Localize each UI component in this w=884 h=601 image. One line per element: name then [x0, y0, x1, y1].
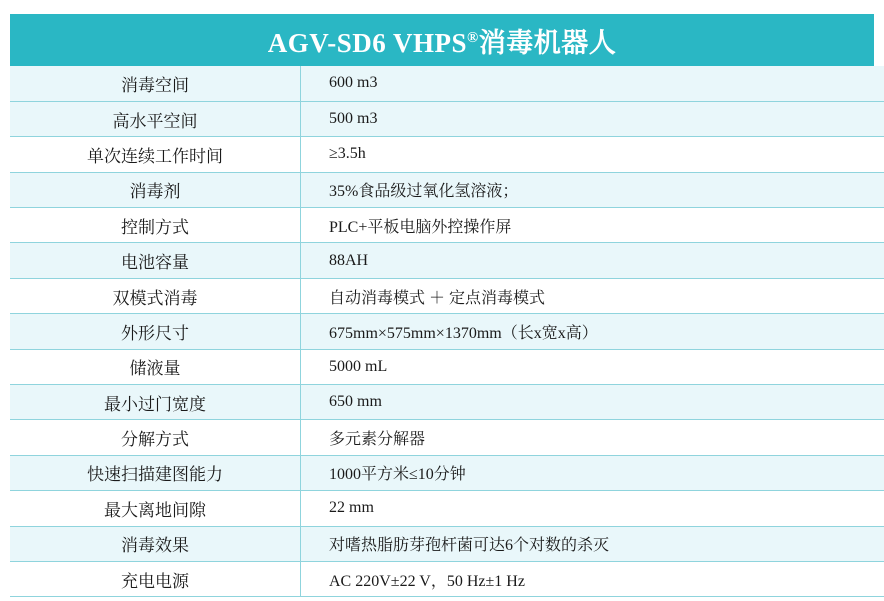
spec-value: 22 mm	[301, 491, 884, 526]
spec-value: 多元素分解器	[301, 420, 884, 455]
spec-label: 快速扫描建图能力	[10, 455, 301, 490]
spec-label: 最小过门宽度	[10, 385, 301, 420]
spec-label: 单次连续工作时间	[10, 137, 301, 172]
specification-table-body	[10, 66, 884, 597]
table-row	[10, 561, 884, 596]
registered-trademark-symbol: ®	[467, 29, 479, 46]
spec-value: 88AH	[301, 243, 884, 278]
table-row	[10, 349, 884, 384]
table-row	[10, 172, 884, 207]
spec-value: 675mm×575mm×1370mm（长x宽x高）	[301, 314, 884, 349]
spec-label: 储液量	[10, 349, 301, 384]
spec-value: 自动消毒模式 ＋ 定点消毒模式	[301, 278, 884, 313]
table-row	[10, 208, 884, 243]
spec-label: 分解方式	[10, 420, 301, 455]
table-row	[10, 314, 884, 349]
spec-label: 电池容量	[10, 243, 301, 278]
page-title-tail: 消毒机器人	[478, 27, 617, 58]
table-row	[10, 385, 884, 420]
table-row	[10, 526, 884, 561]
title-bar	[10, 14, 874, 66]
spec-label: 控制方式	[10, 208, 301, 243]
spec-label: 消毒效果	[10, 526, 301, 561]
spec-value: PLC+平板电脑外控操作屏	[301, 208, 884, 243]
table-row	[10, 137, 884, 172]
spec-label: 消毒空间	[10, 66, 301, 101]
spec-value: 500 m3	[301, 101, 884, 136]
spec-label: 高水平空间	[10, 101, 301, 136]
spec-value: 5000 mL	[301, 349, 884, 384]
specification-table	[10, 66, 884, 597]
table-row	[10, 243, 884, 278]
spec-value: 600 m3	[301, 66, 884, 101]
spec-value: 对嗜热脂肪芽孢杆菌可达6个对数的杀灭	[301, 526, 884, 561]
table-row	[10, 66, 884, 101]
spec-value: 1000平方米≤10分钟	[301, 455, 884, 490]
spec-value: 650 mm	[301, 385, 884, 420]
table-row	[10, 420, 884, 455]
spec-label: 消毒剂	[10, 172, 301, 207]
page-title	[268, 21, 617, 60]
spec-label: 充电电源	[10, 561, 301, 596]
page-title-main: AGV-SD6 VHPS	[267, 27, 468, 58]
spec-value: 35%食品级过氧化氢溶液；	[301, 172, 884, 207]
spec-label: 双模式消毒	[10, 278, 301, 313]
table-row	[10, 278, 884, 313]
spec-label: 最大离地间隙	[10, 491, 301, 526]
spec-label: 外形尺寸	[10, 314, 301, 349]
table-row	[10, 455, 884, 490]
spec-value: ≥3.5h	[301, 137, 884, 172]
table-row	[10, 491, 884, 526]
table-row	[10, 101, 884, 136]
spec-value: AC 220V±22 V，50 Hz±1 Hz	[301, 561, 884, 596]
